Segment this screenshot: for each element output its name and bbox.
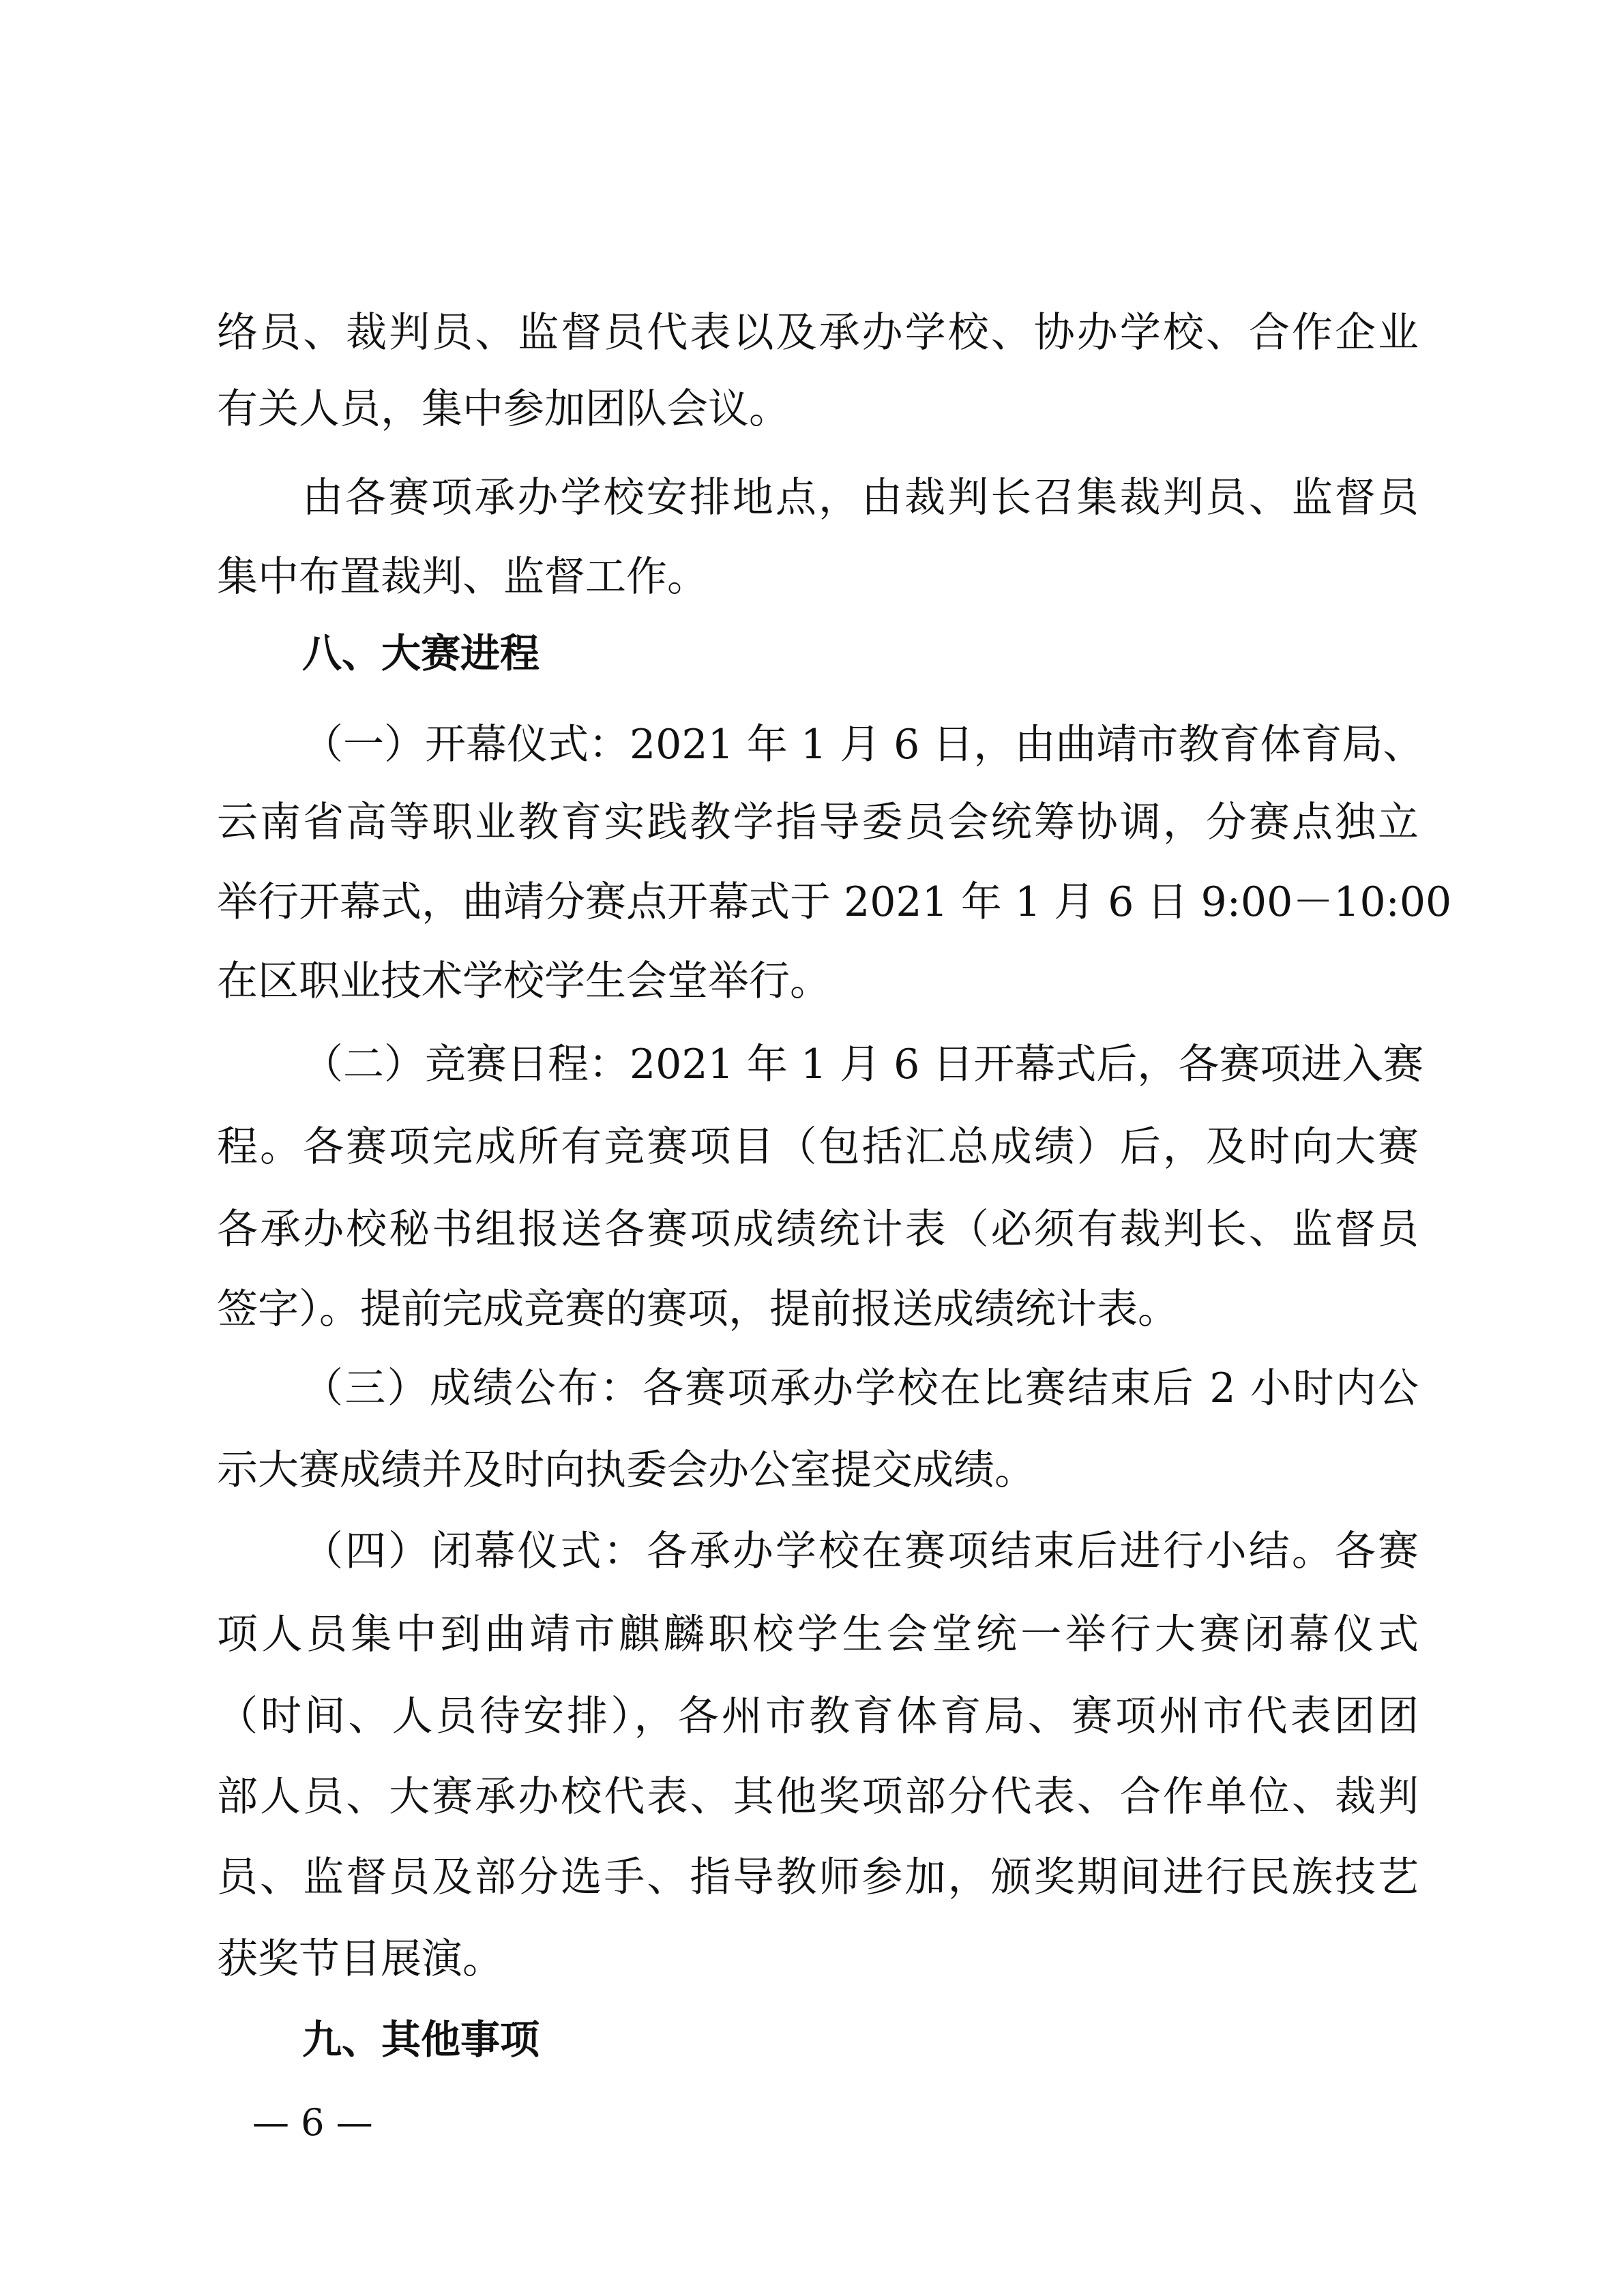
- paragraph-line: 集中布置裁判、监督工作。: [217, 553, 708, 601]
- paragraph-line: 在区职业技术学校学生会堂举行。: [217, 957, 831, 1005]
- paragraph-line: （二）竞赛日程：2021 年 1 月 6 日开幕式后，各赛项进入赛: [302, 1041, 1424, 1088]
- paragraph-line: 程。各赛项完成所有竞赛项目（包括汇总成绩）后，及时向大赛: [217, 1123, 1419, 1171]
- section-heading: 九、其他事项: [302, 2016, 540, 2063]
- paragraph-line: （时间、人员待安排），各州市教育体育局、赛项州市代表团团: [217, 1693, 1419, 1740]
- paragraph-line: 举行开幕式，曲靖分赛点开幕式于 2021 年 1 月 6 日 9:00－10:00: [217, 878, 1452, 926]
- paragraph-line: 有关人员，集中参加团队会议。: [217, 385, 790, 433]
- paragraph-line: （四）闭幕仪式：各承办学校在赛项结束后进行小结。各赛: [302, 1527, 1419, 1575]
- page-number: — 6 —: [252, 2101, 373, 2144]
- paragraph-line: 示大赛成绩并及时向执委会办公室提交成绩。: [217, 1446, 1035, 1494]
- paragraph-line: （一）开幕仪式：2021 年 1 月 6 日，由曲靖市教育体育局、: [302, 721, 1424, 769]
- paragraph-line: 云南省高等职业教育实践教学指导委员会统筹协调，分赛点独立: [217, 799, 1419, 846]
- paragraph-line: 获奖节目展演。: [217, 1935, 503, 1983]
- paragraph-line: （三）成绩公布：各赛项承办学校在比赛结束后 2 小时内公: [302, 1365, 1419, 1412]
- paragraph-line: 由各赛项承办学校安排地点，由裁判长召集裁判员、监督员: [302, 474, 1419, 522]
- paragraph-line: 各承办校秘书组报送各赛项成绩统计表（必须有裁判长、监督员: [217, 1206, 1419, 1253]
- paragraph-line: 员、监督员及部分选手、指导教师参加，颁奖期间进行民族技艺: [217, 1853, 1419, 1901]
- paragraph-line: 部人员、大赛承办校代表、其他奖项部分代表、合作单位、裁判: [217, 1773, 1419, 1821]
- paragraph-line: 签字）。提前完成竞赛的赛项，提前报送成绩统计表。: [217, 1285, 1179, 1333]
- section-heading: 八、大赛进程: [302, 630, 540, 676]
- paragraph-line: 络员、裁判员、监督员代表以及承办学校、协办学校、合作企业: [217, 309, 1419, 357]
- paragraph-line: 项人员集中到曲靖市麒麟职校学生会堂统一举行大赛闭幕仪式: [217, 1611, 1419, 1658]
